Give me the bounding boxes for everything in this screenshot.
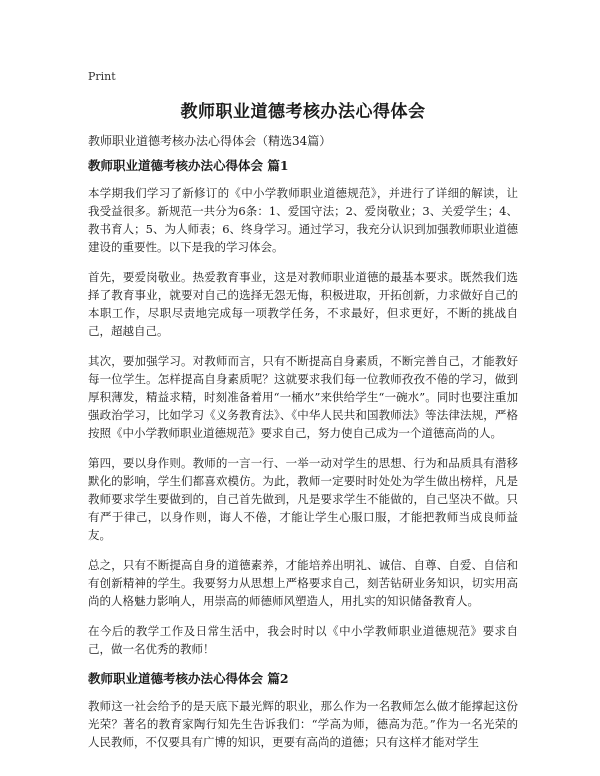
paragraph: 在今后的教学工作及日常生活中，我会时时以《中小学教师职业道德规范》要求自己，做一名优秀的教师！	[88, 624, 518, 656]
paragraph: 其次，要加强学习。对教师而言，只有不断提高自身素质，不断完善自己，才能教好每一位学生。怎样提高自身素质呢？这就要求我们每一位教师孜孜不倦的学习，做到厚积薄发，精益求精，时刻准备着用“一桶水”来供给学生“一碗水”。同时也要注重加强政治学习，比如学习《义务教育法》、《中华人民共和国教师法》等法律法规，严格按照《中小学教师职业道德规范》要求自己，努力使自己成为一个道德高尚的人。	[88, 354, 518, 440]
paragraph: 本学期我们学习了新修订的《中小学教师职业道德规范》，并进行了详细的解读，让我受益很多。新规范一共分为6条：1、爱国守法；2、爱岗敬业；3、关爱学生；4、教书育人；5、为人师表；6、终身学习。通过学习，我充分认识到加强教师职业道德建设的重要性。以下是我的学习体会。	[88, 186, 518, 254]
document-subtitle: 教师职业道德考核办法心得体会（精选34篇）	[88, 134, 332, 148]
section-heading: 教师职业道德考核办法心得体会 篇1	[88, 158, 289, 173]
section-2	[88, 670, 518, 751]
document-body	[88, 157, 518, 763]
paragraph: 总之，只有不断提高自身的道德素养，才能培养出明礼、诚信、自尊、自爱、自信和有创新精神的学生。我要努力从思想上严格要求自己，刻苦钻研业务知识，切实用高尚的人格魅力影响人，用崇高的师德师风塑造人，用扎实的知识储备教育人。	[88, 558, 518, 608]
page-title: 教师职业道德考核办法心得体会	[180, 102, 426, 122]
paragraph: 第四，要以身作则。教师的一言一行、一举一动对学生的思想、行为和品质具有潜移默化的影响，学生们都喜欢模仿。为此，教师一定要时时处处为学生做出榜样，凡是教师要求学生要做到的，自己首先做到，凡是要求学生不能做的，自己坚决不做。只有严于律己，以身作则，诲人不倦，才能让学生心服口服，才能把教师当成良师益友。	[88, 456, 518, 542]
paragraph: 教师这一社会给予的是天底下最光辉的职业，那么作为一名教师怎么做才能撑起这份光荣？著名的教育家陶行知先生告诉我们：“学高为师，德高为范。”作为一名光荣的人民教师，不仅要具有广博的知识，更要有高尚的道德；只有这样才能对学生	[88, 699, 518, 749]
section-heading: 教师职业道德考核办法心得体会 篇2	[88, 671, 289, 686]
section-1	[88, 157, 518, 658]
print-label[interactable]: Print	[88, 70, 116, 83]
paragraph: 首先，要爱岗敬业。热爱教育事业，这是对教师职业道德的最基本要求。既然我们选择了教育事业，就要对自己的选择无怨无悔，积极进取，开拓创新，力求做好自己的本职工作，尽职尽责地完成每一项教学任务，不求最好，但求更好，不断的挑战自己，超越自己。	[88, 270, 518, 338]
